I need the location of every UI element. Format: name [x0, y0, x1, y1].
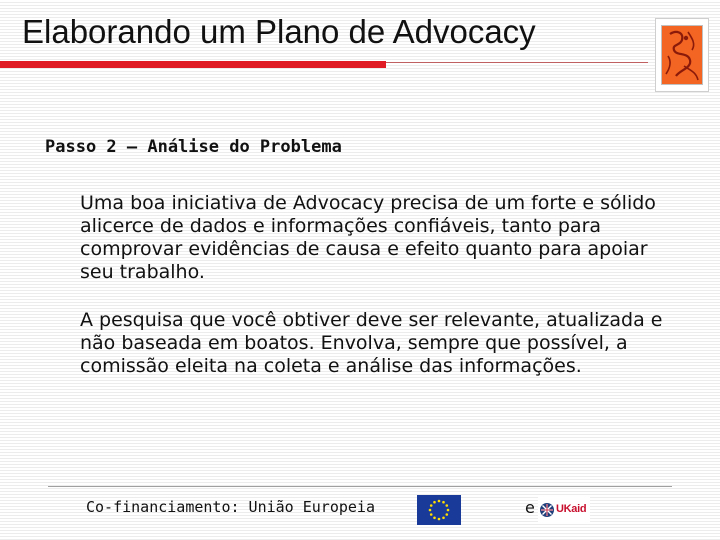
eu-star-icon: [430, 504, 433, 507]
title-accent-bar: [0, 61, 386, 68]
eu-star-icon: [447, 509, 450, 512]
eu-star-icon: [445, 504, 448, 507]
eu-star-icon: [445, 513, 448, 516]
footer-conjunction: e: [525, 498, 535, 517]
eu-star-icon: [433, 501, 436, 504]
figure-logo-icon: [655, 18, 709, 92]
eu-star-icon: [429, 509, 432, 512]
eu-star-icon: [442, 501, 445, 504]
cofinancing-label: Co-financiamento: União Europeia: [86, 498, 375, 516]
paragraph-research-relevance: A pesquisa que você obtiver deve ser relevante, atualizada e não baseada em boatos. Envolva, sempre que possível, a comissão eleita na coleta e análise das informações.: [80, 309, 663, 377]
eu-star-icon: [433, 516, 436, 519]
eu-star-icon: [438, 500, 441, 503]
footer-divider: [48, 486, 672, 487]
paragraph-data-foundation: Uma boa iniciativa de Advocacy precisa de um forte e sólido alicerce de dados e informações confiáveis, tanto para comprovar evidências de causa e efeito quanto para apoiar seu trabalho.: [80, 192, 656, 283]
eu-flag-icon: [417, 495, 461, 525]
eu-star-icon: [430, 513, 433, 516]
eu-star-icon: [442, 516, 445, 519]
slide-title: Elaborando um Plano de Advocacy: [22, 13, 536, 50]
ukaid-logo-text: UKaid: [556, 503, 587, 515]
step-title: Passo 2 – Análise do Problema: [45, 137, 342, 157]
title-divider-line: [386, 62, 648, 63]
eu-star-icon: [438, 518, 441, 521]
ukaid-logo-icon: [538, 497, 590, 523]
